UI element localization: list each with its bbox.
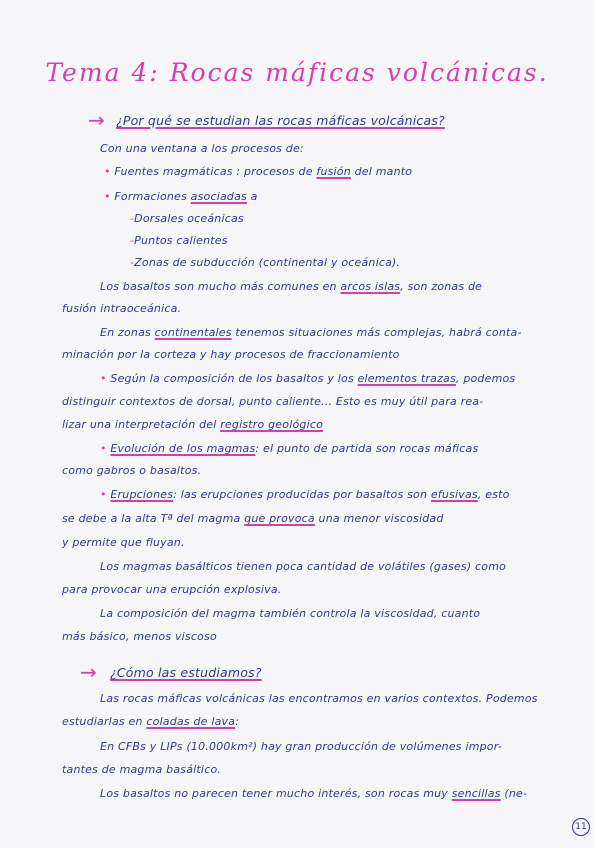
arrow-icon: → (80, 660, 97, 684)
dash-icon: - (130, 234, 135, 247)
bullet-line: • Según la composición de los basaltos y los elementos trazas, podemos (100, 372, 516, 385)
text-line: distinguir contextos de dorsal, punto caliente... Esto es muy útil para rea- (62, 395, 484, 408)
text-line: La composición del magma también controla la viscosidad, cuanto (100, 607, 481, 620)
dash-icon: - (130, 256, 135, 269)
bullet-line: • Erupciones: las erupciones producidas por basaltos son efusivas, esto (100, 488, 510, 501)
text-line: Con una ventana a los procesos de: (100, 142, 304, 155)
section-question: ¿Cómo las estudiamos? (110, 665, 262, 680)
bullet-line: • Evolución de los magmas: el punto de partida son rocas máficas (100, 442, 479, 455)
text-line: En zonas continentales tenemos situaciones más complejas, habrá conta- (100, 326, 522, 339)
text-line: Las rocas máficas volcánicas las encontramos en varios contextos. Podemos (100, 692, 538, 705)
text-line: Los basaltos son mucho más comunes en arcos islas, son zonas de (100, 280, 483, 293)
text-line: En CFBs y LIPs (10.000km²) hay gran producción de volúmenes impor- (100, 740, 503, 753)
text-line: y permite que fluyan. (62, 536, 185, 549)
text-line: tantes de magma basáltico. (62, 763, 222, 776)
page-title: Tema 4: Rocas máficas volcánicas. (45, 58, 549, 87)
bullet-line: • Formaciones asociadas a (104, 190, 258, 203)
bullet-icon: • (104, 190, 111, 203)
sub-bullet: -Zonas de subducción (continental y oceánica). (130, 256, 401, 269)
sub-bullet: -Puntos calientes (130, 234, 228, 247)
text-line: Los magmas basálticos tienen poca cantidad de volátiles (gases) como (100, 560, 507, 573)
text-line: más básico, menos viscoso (62, 630, 217, 643)
text-line: lizar una interpretación del registro geológico (62, 418, 324, 431)
text-line: fusión intraoceánica. (62, 302, 182, 315)
section-question: ¿Por qué se estudian las rocas máficas volcánicas? (116, 113, 445, 128)
bullet-icon: • (100, 442, 107, 455)
text-line: como gabros o basaltos. (62, 464, 202, 477)
bullet-line: • Fuentes magmáticas : procesos de fusión del manto (104, 165, 413, 178)
page-number: 11 (572, 818, 590, 836)
sub-bullet: -Dorsales oceánicas (130, 212, 244, 225)
text-line: estudiarlas en coladas de lava: (62, 715, 240, 728)
text-line: para provocar una erupción explosiva. (62, 583, 282, 596)
dash-icon: - (130, 212, 135, 225)
arrow-icon: → (88, 108, 105, 132)
text-line: se debe a la alta Tª del magma que provoca una menor viscosidad (62, 512, 444, 525)
text-line: minación por la corteza y hay procesos de fraccionamiento (62, 348, 400, 361)
bullet-icon: • (100, 488, 107, 501)
bullet-icon: • (104, 165, 111, 178)
text-line: Los basaltos no parecen tener mucho interés, son rocas muy sencillas (ne- (100, 787, 528, 800)
bullet-icon: • (100, 372, 107, 385)
